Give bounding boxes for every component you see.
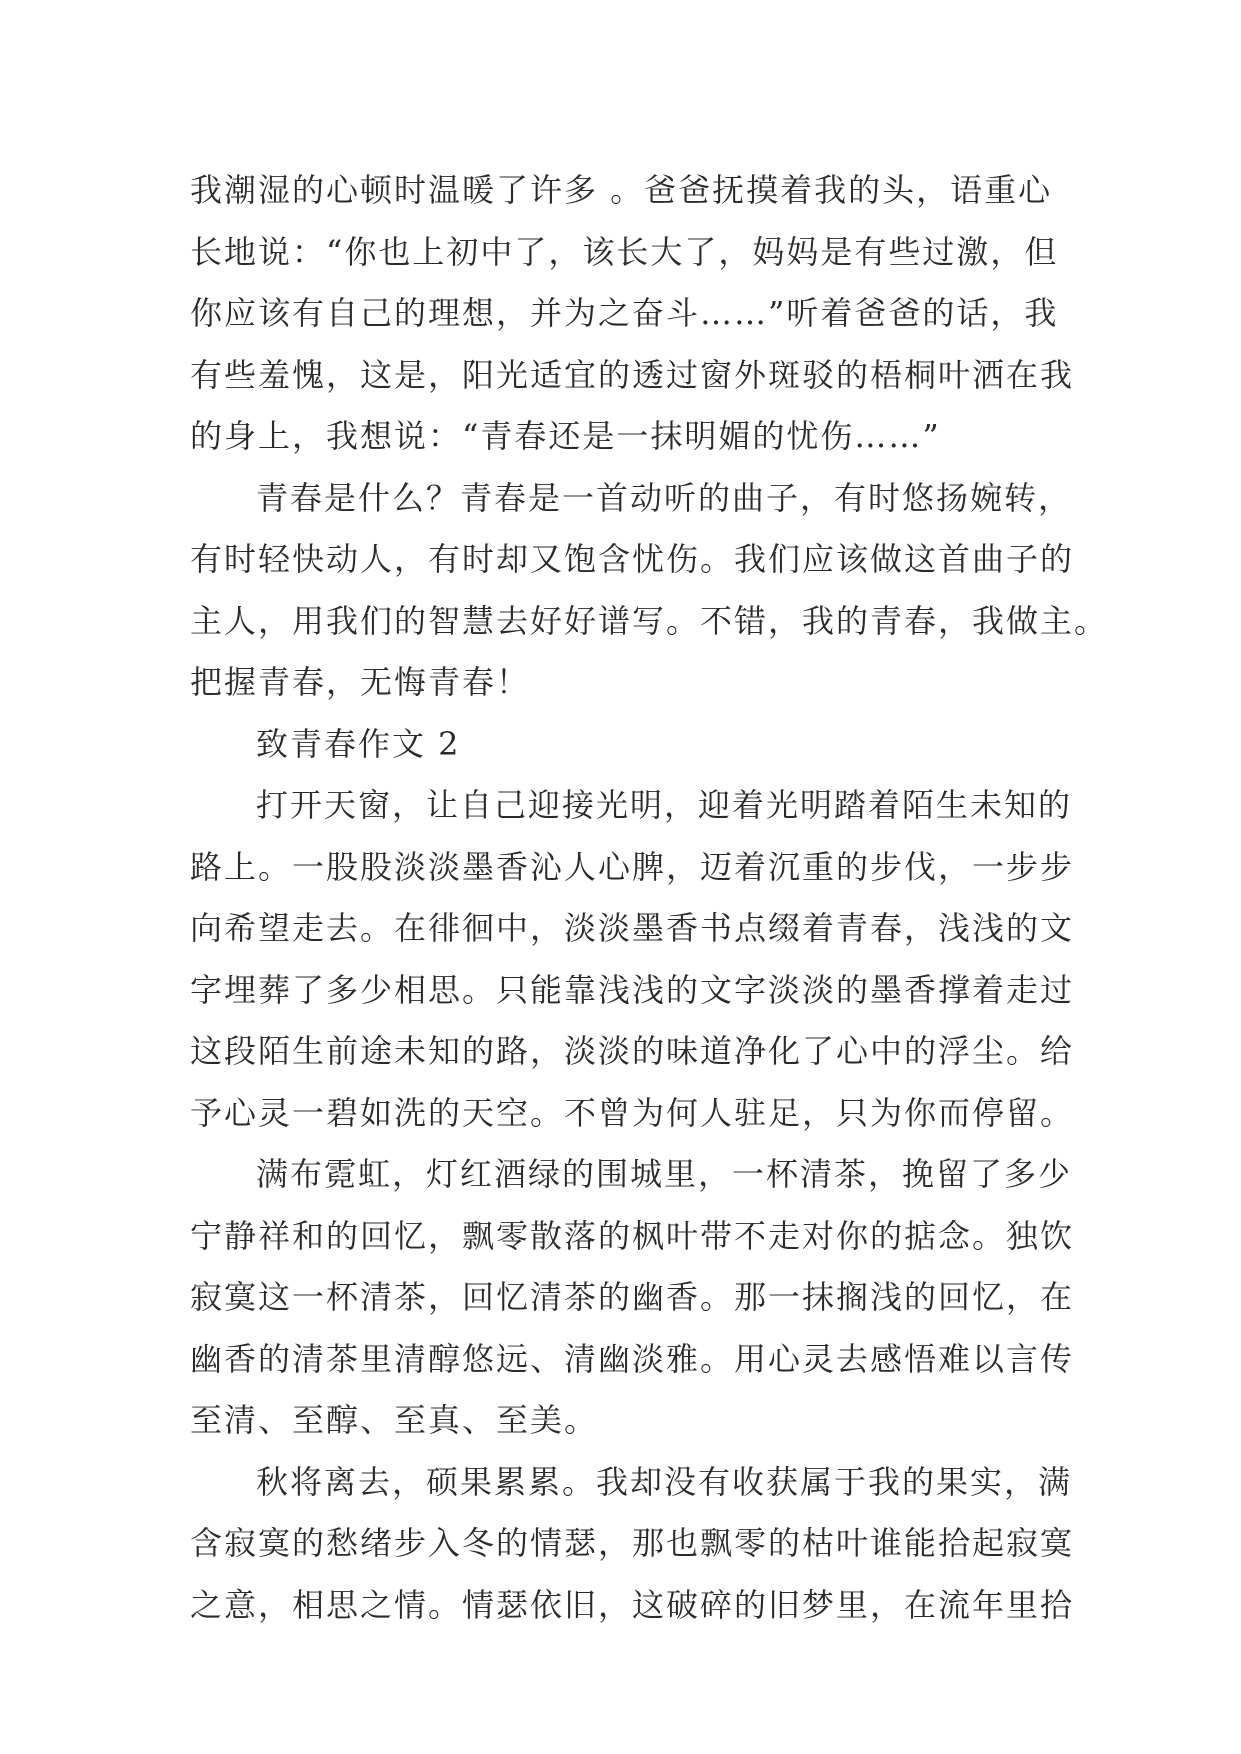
text-line: 向希望走去。在徘徊中，淡淡墨香书点缀着青春，浅浅的文 [190,909,1075,947]
text-line: 有些羞愧，这是，阳光适宜的透过窗外斑驳的梧桐叶洒在我 [190,355,1075,394]
text-line: 把握青春，无悔青春！ [190,663,531,701]
text-line: 这段陌生前途未知的路，淡淡的味道净化了心中的浮尘。给 [190,1032,1075,1070]
paragraph-first-line: 青春是什么？青春是一首动听的曲子，有时悠扬婉转， [256,478,1073,517]
text-line: 寂寞这一杯清茶，回忆清茶的幽香。那一抹搁浅的回忆，在 [190,1278,1075,1316]
text-line: 之意，相思之情。情瑟依旧，这破碎的旧梦里，在流年里拾 [190,1585,1075,1624]
text-line: 主人，用我们的智慧去好好谱写。不错，我的青春，我做主。 [190,601,1109,640]
text-line: 宁静祥和的回忆，飘零散落的枫叶带不走对你的掂念。独饮 [190,1216,1075,1255]
essay-body [190,160,1109,1636]
text-line: 至清、至醇、至真、至美。 [190,1401,599,1439]
text-line: 含寂寞的愁绪步入冬的情瑟，那也飘零的枯叶谁能拾起寂寞 [190,1524,1075,1562]
paragraph-first-line: 秋将离去，硕果累累。我却没有收获属于我的果实，满 [256,1462,1073,1501]
text-line: 幽香的清茶里清醇悠远、清幽淡雅。用心灵去感悟难以言传 [190,1339,1075,1378]
text-line: 有时轻快动人，有时却又饱含忧伤。我们应该做这首曲子的 [190,540,1075,578]
text-line: 的身上，我想说：“青春还是一抹明媚的忧伤……” [190,417,941,455]
text-line: 长地说：“你也上初中了，该长大了，妈妈是有些过激，但 [190,232,1059,271]
section-heading: 致青春作文 2 [256,724,461,763]
text-line: 我潮湿的心顿时温暖了许多 。爸爸抚摸着我的头，语重心 [190,171,1053,209]
text-line: 你应该有自己的理想，并为之奋斗……”听着爸爸的话，我 [190,294,1059,332]
text-line: 字埋葬了多少相思。只能靠浅浅的文字淡淡的墨香撑着走过 [190,970,1075,1009]
paragraph-first-line: 满布霓虹，灯红酒绿的围城里，一杯清茶，挽留了多少 [256,1155,1073,1193]
text-line: 路上。一股股淡淡墨香沁人心脾，迈着沉重的步伐，一步步 [190,847,1075,886]
paragraph-first-line: 打开天窗，让自己迎接光明，迎着光明踏着陌生未知的 [256,786,1073,824]
text-line: 予心灵一碧如洗的天空。不曾为何人驻足，只为你而停留。 [190,1093,1075,1132]
